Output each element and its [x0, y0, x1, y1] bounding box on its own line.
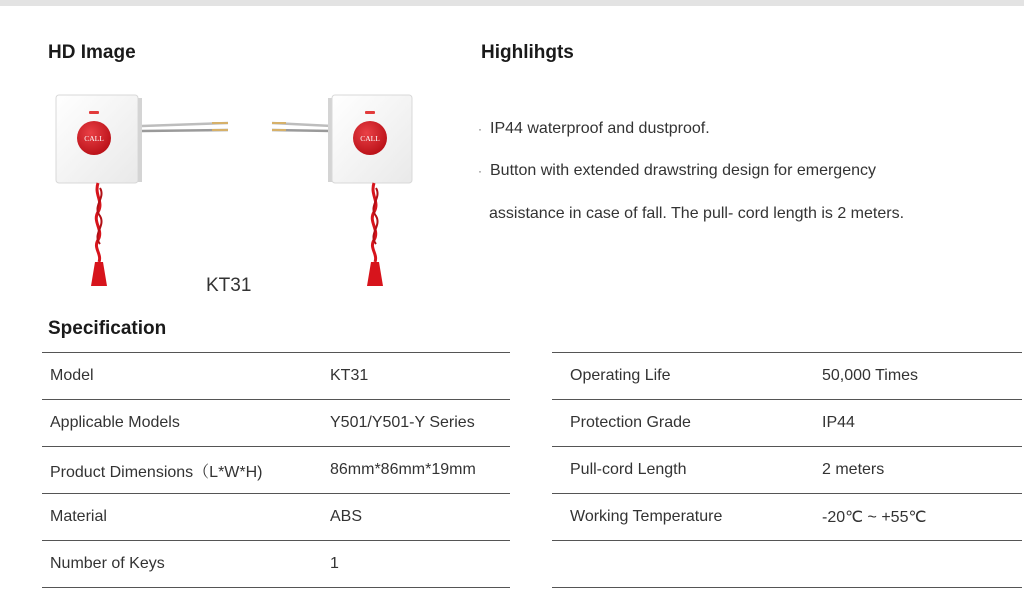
highlight-item [478, 120, 710, 138]
spec-key: Applicable Models [50, 414, 180, 431]
spec-value: IP44 [822, 414, 855, 431]
table-row [42, 353, 510, 400]
spec-value: ABS [330, 508, 363, 525]
spec-value: 1 [330, 555, 339, 572]
highlight-item-continued [489, 205, 904, 223]
spec-table-right [552, 352, 1022, 588]
spec-value: KT31 [330, 367, 369, 384]
spec-value: 2 meters [822, 461, 885, 478]
spec-key: Model [50, 367, 94, 384]
highlight-item [478, 162, 876, 180]
table-row [552, 353, 1022, 400]
table-row [42, 494, 510, 541]
highlights-heading: Highlihgts [481, 42, 574, 63]
table-row [42, 400, 510, 447]
spec-value: Y501/Y501-Y Series [330, 414, 475, 431]
spec-key: Operating Life [570, 367, 671, 384]
spec-key: Working Temperature [570, 508, 723, 525]
hd-image-heading: HD Image [48, 42, 136, 63]
spec-table-left [42, 352, 510, 588]
spec-key: Material [50, 508, 107, 525]
top-border [0, 0, 1024, 6]
table-row [552, 400, 1022, 447]
table-row [42, 541, 510, 588]
spec-value [820, 541, 1022, 588]
highlight-text: Button with extended drawstring design for emergency [490, 162, 876, 179]
spec-value: 50,000 Times [822, 367, 919, 384]
spec-key: Pull-cord Length [570, 461, 687, 478]
product-image [40, 90, 440, 295]
device-right [272, 95, 412, 286]
bullet-glyph: · [478, 164, 482, 178]
spec-value: -20℃ ~ +55℃ [822, 509, 927, 526]
table-row [42, 447, 510, 494]
spec-value: 86mm*86mm*19mm [330, 461, 476, 478]
call-button-text: CALL [84, 134, 104, 143]
specification-heading: Specification [48, 318, 167, 339]
model-label: KT31 [206, 275, 252, 296]
highlight-text: IP44 waterproof and dustproof. [490, 120, 710, 137]
device-left [56, 95, 228, 286]
bullet-glyph: · [478, 122, 482, 136]
spec-key: Number of Keys [50, 555, 165, 572]
spec-key [552, 541, 820, 588]
spec-key: Protection Grade [570, 414, 691, 431]
spec-key: Product Dimensions（L*W*H) [50, 463, 263, 481]
highlight-text: assistance in case of fall. The pull- cord length is 2 meters. [489, 205, 905, 222]
table-row [552, 447, 1022, 494]
table-row [552, 541, 1022, 588]
table-row [552, 494, 1022, 541]
call-button-text: CALL [360, 134, 380, 143]
